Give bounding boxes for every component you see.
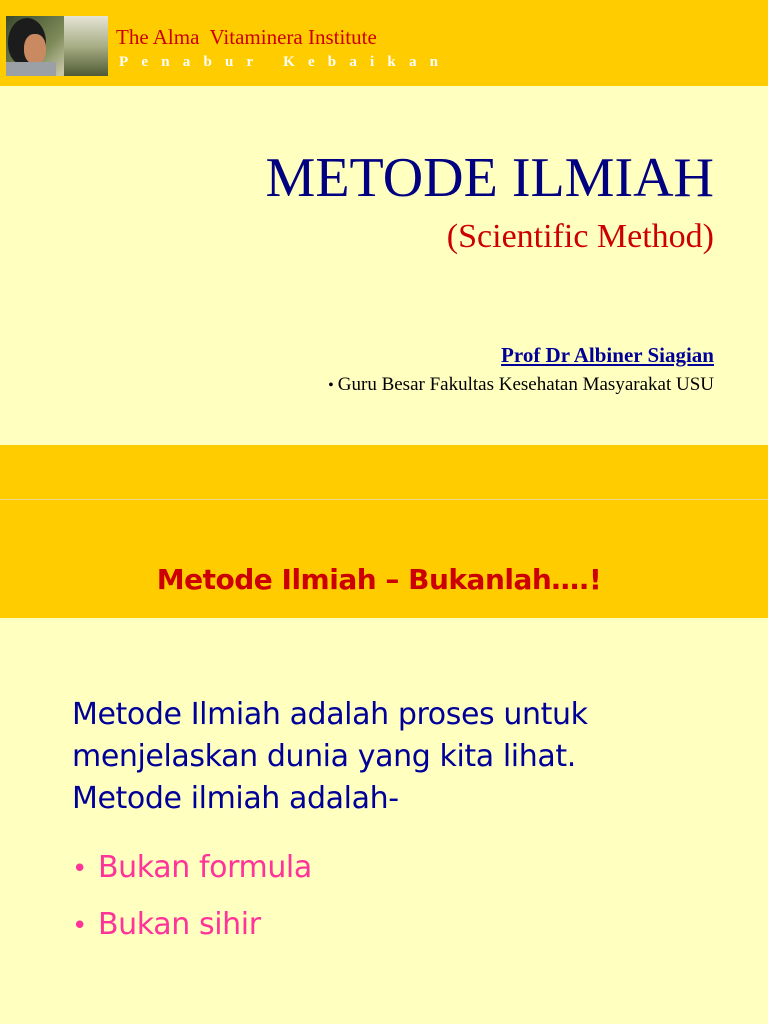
slide-separator (0, 445, 768, 500)
slide-2 (0, 500, 768, 1024)
list-item-text: Bukan formula (98, 850, 312, 885)
title-band (0, 500, 768, 618)
org-name: The Alma Vitaminera Institute (116, 25, 377, 49)
body-line: Metode Ilmiah adalah proses untuk (72, 697, 588, 732)
photo-face (24, 34, 46, 64)
list-item (72, 840, 312, 897)
author-role-text: Guru Besar Fakultas Kesehatan Masyarakat USU (337, 374, 714, 395)
slide-1 (0, 0, 768, 445)
body-paragraph (72, 694, 732, 820)
header-band (0, 0, 768, 86)
bullet-icon: • (72, 911, 87, 941)
sub-title: (Scientific Method) (446, 218, 714, 255)
photo-background (64, 16, 108, 76)
bullet-icon: • (72, 854, 87, 884)
slide-title: Metode Ilmiah – Bukanlah….! (156, 563, 602, 596)
body-line: menjelaskan dunia yang kita lihat. (72, 739, 576, 774)
main-title: METODE ILMIAH (265, 147, 714, 209)
author-name: Prof Dr Albiner Siagian (501, 343, 714, 367)
author-role (328, 373, 714, 398)
body-line: Metode ilmiah adalah- (72, 781, 399, 816)
list-item (72, 897, 312, 954)
org-tagline: Penabur Kebaikan (119, 54, 452, 70)
bullet-list (72, 840, 312, 954)
presenter-photo (6, 16, 108, 76)
bullet-icon: • (328, 377, 334, 394)
photo-shirt (6, 62, 56, 76)
list-item-text: Bukan sihir (98, 907, 261, 942)
